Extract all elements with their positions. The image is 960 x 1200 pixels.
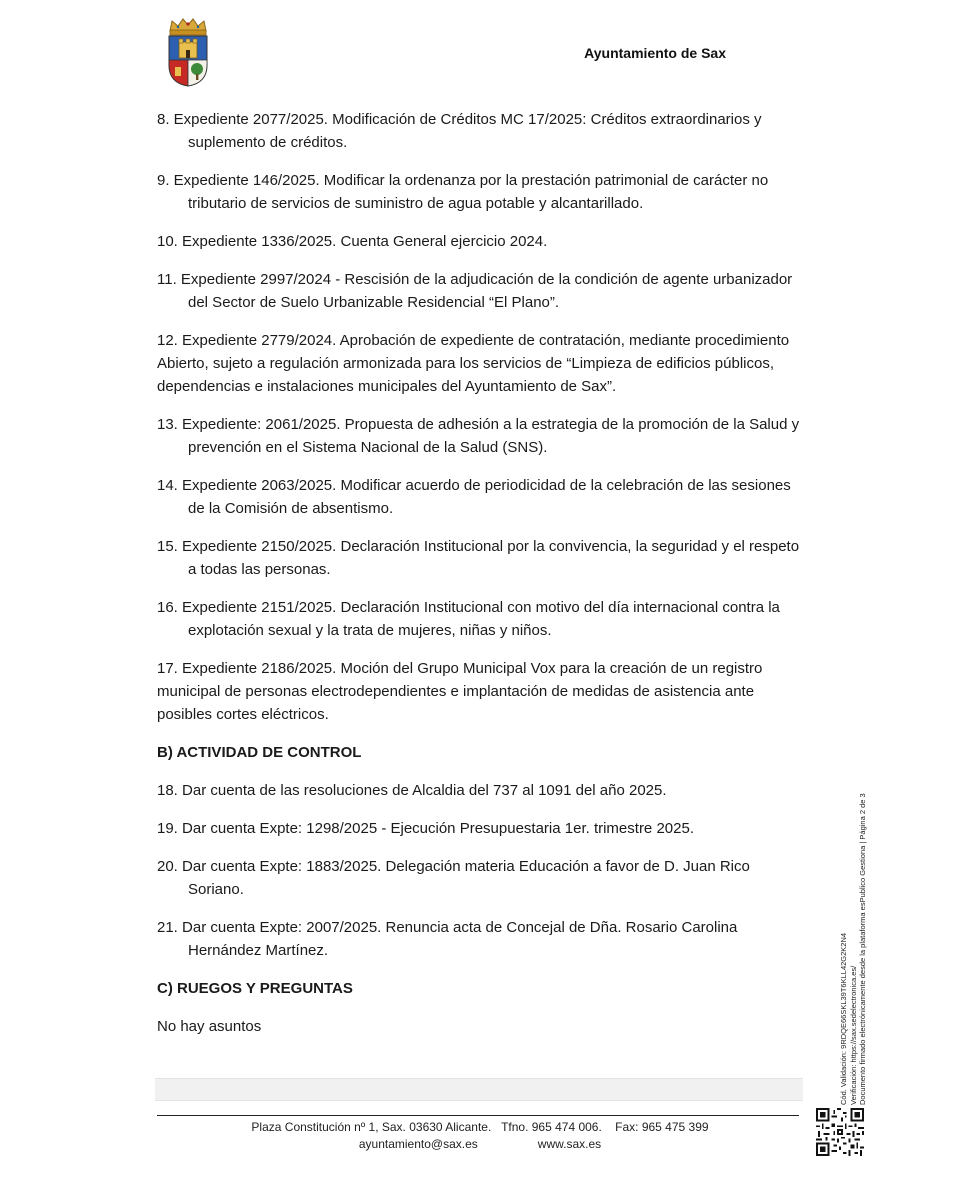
agenda-body: [157, 108, 805, 1038]
footer-contact: ayuntamiento@sax.es www.sax.es: [358, 1137, 602, 1151]
agenda-item-21: 21. Dar cuenta Expte: 2007/2025. Renuncia acta de Concejal de Dña. Rosario Carolina Hernández Martínez.: [157, 919, 738, 959]
agenda-item-11: 11. Expediente 2997/2024 - Rescisión de la adjudicación de la condición de agente urbanizador del Sector de Suelo Urbanizable Residencial “El Plano”.: [157, 271, 793, 311]
coat-of-arms-icon: [164, 17, 212, 87]
signature-note: Documento firmado electrónicamente desde la plataforma esPublico Gestiona | Página 2 de 3: [858, 793, 867, 1105]
section-b-title: B) ACTIVIDAD DE CONTROL: [157, 744, 362, 761]
agenda-item-8: 8. Expediente 2077/2025. Modificación de Créditos MC 17/2025: Créditos extraordinarios y suplemento de créditos.: [157, 111, 762, 151]
validation-note: [839, 793, 868, 1105]
verification-url[interactable]: Verificación: https://sax.sedelectronica.es/: [848, 965, 858, 1105]
qr-code-icon: [816, 1108, 864, 1156]
agenda-item-18: 18. Dar cuenta de las resoluciones de Alcaldia del 737 al 1091 del año 2025.: [157, 782, 667, 799]
agenda-item-13: 13. Expediente: 2061/2025. Propuesta de adhesión a la estrategia de la promoción de la Salud y prevención en el Sistema Nacional de la Salud (SNS).: [157, 416, 800, 456]
agenda-item-15: 15. Expediente 2150/2025. Declaración Institucional por la convivencia, la seguridad y el respeto a todas las personas.: [157, 538, 800, 578]
footer-gray-band: [155, 1078, 803, 1101]
section-c-title: C) RUEGOS Y PREGUNTAS: [157, 980, 353, 997]
agenda-item-16: 16. Expediente 2151/2025. Declaración Institucional con motivo del día internacional contra la explotación sexual y la trata de mujeres, niñas y niños.: [157, 599, 780, 639]
validation-code: Cód. Validación: 9RDQE66SKL39T6KLL42G2K2N4: [839, 932, 848, 1105]
agenda-item-20: 20. Dar cuenta Expte: 1883/2025. Delegación materia Educación a favor de D. Juan Rico Soriano.: [157, 858, 750, 898]
footer-address: Plaza Constitución nº 1, Sax. 03630 Alicante. Tfno. 965 474 006. Fax: 965 475 399: [251, 1120, 709, 1134]
organization-name: Ayuntamiento de Sax: [584, 45, 726, 61]
agenda-item-10: 10. Expediente 1336/2025. Cuenta General ejercicio 2024.: [157, 233, 548, 250]
agenda-item-9: 9. Expediente 146/2025. Modificar la ordenanza por la prestación patrimonial de carácter no tributario de servicios de suministro de agua potable y alcantarillado.: [157, 172, 769, 212]
agenda-item-12: 12. Expediente 2779/2024. Aprobación de expediente de contratación, mediante procedimiento Abierto, sujeto a regulación armonizada para los servicios de “Limpieza de edificios públicos, dependencias e instalaciones municipales del Ayuntamiento de Sax”.: [157, 332, 790, 395]
footer-divider: [157, 1115, 799, 1116]
agenda-item-14: 14. Expediente 2063/2025. Modificar acuerdo de periodicidad de la celebración de las sesiones de la Comisión de absentismo.: [157, 477, 791, 517]
agenda-item-17: 17. Expediente 2186/2025. Moción del Grupo Municipal Vox para la creación de un registro municipal de personas electrodependientes e implantación de medidas de asistencia ante posibles cortes eléctricos.: [157, 660, 763, 723]
agenda-item-19: 19. Dar cuenta Expte: 1298/2025 - Ejecución Presupuestaria 1er. trimestre 2025.: [157, 820, 694, 837]
section-c-text: No hay asuntos: [157, 1018, 262, 1035]
